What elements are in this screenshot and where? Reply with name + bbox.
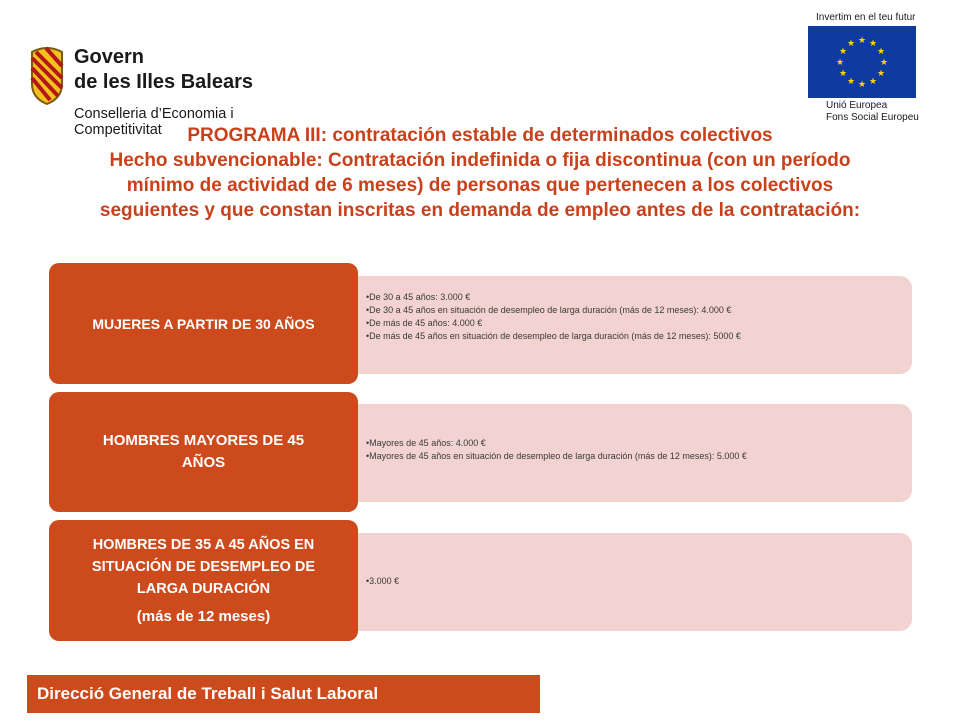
group-3-label-line-4: (más de 12 meses) xyxy=(136,607,271,625)
group-1-item: • De 30 a 45 años: 3.000 € xyxy=(366,291,741,304)
svg-text:★: ★ xyxy=(846,77,856,87)
group-3-item: • 3.000 € xyxy=(366,575,399,588)
eu-fund-label: Fons Social Europeu xyxy=(826,112,919,123)
group-3-label-line-1: HOMBRES DE 35 A 45 AÑOS EN xyxy=(92,536,315,553)
title-line-3: mínimo de actividad de 6 meses) de personas que pertenecen a los colectivos xyxy=(126,175,834,196)
svg-text:★: ★ xyxy=(838,69,848,79)
group-3-label-line-3: LARGA DURACIÓN xyxy=(136,580,271,597)
eu-slogan: Invertim en el teu futur xyxy=(816,12,916,23)
group-2-item: • Mayores de 45 años: 4.000 € xyxy=(366,437,747,450)
footer-bar xyxy=(27,675,540,713)
svg-text:★: ★ xyxy=(857,80,867,90)
eu-logo xyxy=(808,12,918,122)
svg-text:★: ★ xyxy=(835,58,845,68)
svg-text:★: ★ xyxy=(876,69,886,79)
title-line-1: PROGRAMA III: contratación estable de determinados colectivos xyxy=(187,125,773,146)
svg-text:★: ★ xyxy=(879,58,889,68)
group-1-list xyxy=(366,291,741,343)
title-line-4: seguientes y que constan inscritas en demanda de empleo antes de la contratación: xyxy=(99,200,861,221)
govern-logo xyxy=(28,40,318,138)
svg-text:★: ★ xyxy=(868,77,878,87)
govern-subtitle: de les Illes Balears xyxy=(74,71,254,93)
group-2-list xyxy=(366,437,747,463)
title-line-2: Hecho subvencionable: Contratación indefinida o fija discontinua (con un período xyxy=(109,150,851,171)
group-3-label-line-2: SITUACIÓN DE DESEMPLEO DE xyxy=(91,558,316,575)
svg-text:★: ★ xyxy=(838,47,848,57)
footer-text: Direcció General de Treball i Salut Laboral xyxy=(37,684,379,703)
eu-flag-icon xyxy=(808,26,916,98)
govern-title: Govern xyxy=(74,46,145,68)
group-1-item: • De 30 a 45 años en situación de desempleo de larga duración (más de 12 meses): 4.000 € xyxy=(366,304,741,317)
conselleria-name: Conselleria d’Economia i Competitivitat xyxy=(74,106,234,138)
group-2-label xyxy=(49,392,358,512)
eu-union-label: Unió Europea xyxy=(826,100,888,111)
group-2-item: • Mayores de 45 años en situación de desempleo de larga duración (más de 12 meses): 5.000 € xyxy=(366,450,747,463)
group-2-panel xyxy=(330,404,912,502)
svg-text:★: ★ xyxy=(846,39,856,49)
group-1-panel xyxy=(330,276,912,374)
group-3-label xyxy=(49,520,358,641)
group-1-label xyxy=(49,263,358,384)
group-1-item: • De más de 45 años en situación de desempleo de larga duración (más de 12 meses): 5000 € xyxy=(366,330,741,343)
svg-text:★: ★ xyxy=(868,39,878,49)
group-1-label-text: MUJERES A PARTIR DE 30 AÑOS xyxy=(92,315,315,332)
group-2-label-line-1: HOMBRES MAYORES DE 45 xyxy=(102,432,305,449)
group-3-panel xyxy=(330,533,912,631)
svg-text:★: ★ xyxy=(876,47,886,57)
svg-text:★: ★ xyxy=(857,36,867,46)
coat-of-arms-icon xyxy=(28,44,66,106)
group-2-label-line-2: AÑOS xyxy=(181,454,226,471)
page-title xyxy=(40,123,920,223)
group-3-list xyxy=(366,575,399,588)
group-1-item: • De más de 45 años: 4.000 € xyxy=(366,317,741,330)
